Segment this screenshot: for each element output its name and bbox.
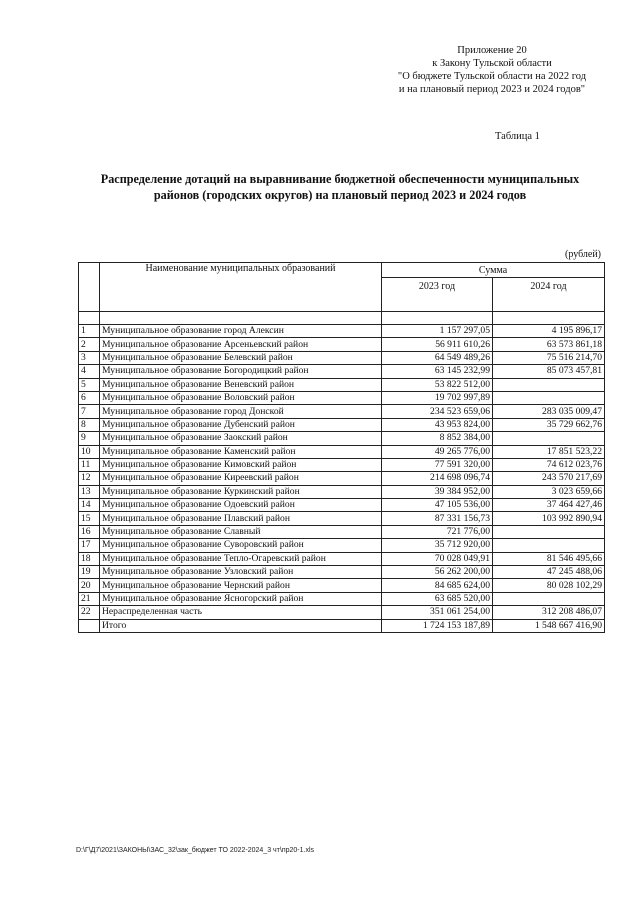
row-number: 21 <box>79 592 100 605</box>
table-row <box>79 606 605 619</box>
row-name: Муниципальное образование Ясногорский район <box>100 592 382 605</box>
table-row <box>79 566 605 579</box>
row-number: 18 <box>79 552 100 565</box>
row-name: Муниципальное образование Плавский район <box>100 512 382 525</box>
row-value-2023: 47 105 536,00 <box>382 499 493 512</box>
total-value-2023: 1 724 153 187,89 <box>382 619 493 632</box>
table-row <box>79 432 605 445</box>
row-value-2023: 234 523 659,06 <box>382 405 493 418</box>
annex-header <box>372 44 612 96</box>
row-name: Муниципальное образование Суворовский район <box>100 539 382 552</box>
row-value-2024: 81 546 495,66 <box>493 552 605 565</box>
row-number: 9 <box>79 432 100 445</box>
header-2024: 2024 год <box>493 278 605 312</box>
row-number: 12 <box>79 472 100 485</box>
row-value-2023: 63 685 520,00 <box>382 592 493 605</box>
annex-line-1: Приложение 20 <box>457 45 527 56</box>
table-row <box>79 445 605 458</box>
header-sum: Сумма <box>382 263 605 278</box>
table-row <box>79 539 605 552</box>
row-number: 1 <box>79 325 100 338</box>
table-row <box>79 485 605 498</box>
row-value-2023: 351 061 254,00 <box>382 606 493 619</box>
row-value-2024: 63 573 861,18 <box>493 338 605 351</box>
header-spacer-row <box>79 312 605 325</box>
row-value-2024: 3 023 659,66 <box>493 485 605 498</box>
annex-line-4: и на плановый период 2023 и 2024 годов" <box>398 84 586 95</box>
row-number: 17 <box>79 539 100 552</box>
table-row <box>79 499 605 512</box>
row-name: Муниципальное образование город Алексин <box>100 325 382 338</box>
table-body <box>79 325 605 633</box>
row-name: Муниципальное образование Белевский район <box>100 351 382 364</box>
row-name: Муниципальное образование Куркинский район <box>100 485 382 498</box>
row-value-2023: 43 953 824,00 <box>382 418 493 431</box>
row-number: 2 <box>79 338 100 351</box>
table-row <box>79 525 605 538</box>
row-name: Муниципальное образование Дубенский район <box>100 418 382 431</box>
row-number: 20 <box>79 579 100 592</box>
row-value-2024: 85 073 457,81 <box>493 365 605 378</box>
row-name: Муниципальное образование Славный <box>100 525 382 538</box>
row-name: Муниципальное образование Узловский район <box>100 566 382 579</box>
row-number: 19 <box>79 566 100 579</box>
row-value-2023: 8 852 384,00 <box>382 432 493 445</box>
title-line-2: районов (городских округов) на плановый период 2023 и 2024 годов <box>153 188 527 202</box>
row-value-2023: 64 549 489,26 <box>382 351 493 364</box>
table-row <box>79 338 605 351</box>
row-number: 16 <box>79 525 100 538</box>
row-name: Муниципальное образование Воловский район <box>100 391 382 404</box>
total-value-2024: 1 548 667 416,90 <box>493 619 605 632</box>
row-name: Муниципальное образование Киреевский район <box>100 472 382 485</box>
row-number: 10 <box>79 445 100 458</box>
row-value-2024 <box>493 539 605 552</box>
row-value-2024: 74 612 023,76 <box>493 458 605 471</box>
row-value-2023: 214 698 096,74 <box>382 472 493 485</box>
row-value-2024 <box>493 525 605 538</box>
row-value-2023: 1 157 297,05 <box>382 325 493 338</box>
table-row <box>79 579 605 592</box>
row-value-2024: 47 245 488,06 <box>493 566 605 579</box>
header-name: Наименование муниципальных образований <box>100 263 382 312</box>
row-name: Муниципальное образование Арсеньевский район <box>100 338 382 351</box>
row-name: Муниципальное образование Одоевский район <box>100 499 382 512</box>
table-row <box>79 418 605 431</box>
table-row <box>79 351 605 364</box>
row-value-2023: 56 262 200,00 <box>382 566 493 579</box>
row-number: 6 <box>79 391 100 404</box>
row-name: Муниципальное образование Чернский район <box>100 579 382 592</box>
row-number: 13 <box>79 485 100 498</box>
row-value-2024 <box>493 432 605 445</box>
header-number <box>79 263 100 312</box>
row-number: 4 <box>79 365 100 378</box>
row-value-2023: 77 591 320,00 <box>382 458 493 471</box>
row-value-2023: 35 712 920,00 <box>382 539 493 552</box>
row-value-2024: 4 195 896,17 <box>493 325 605 338</box>
table-row <box>79 592 605 605</box>
row-value-2024: 103 992 890,94 <box>493 512 605 525</box>
table-total-row <box>79 619 605 632</box>
row-number: 15 <box>79 512 100 525</box>
row-number: 3 <box>79 351 100 364</box>
table-row <box>79 512 605 525</box>
table-row <box>79 325 605 338</box>
title-line-1: Распределение дотаций на выравнивание бюджетной обеспеченности муниципальных <box>100 172 580 186</box>
row-name: Нераспределенная часть <box>100 606 382 619</box>
row-value-2024: 75 516 214,70 <box>493 351 605 364</box>
annex-line-3: "О бюджете Тульской области на 2022 год <box>397 71 587 82</box>
row-value-2023: 84 685 624,00 <box>382 579 493 592</box>
row-value-2024: 283 035 009,47 <box>493 405 605 418</box>
row-value-2023: 53 822 512,00 <box>382 378 493 391</box>
row-value-2024: 37 464 427,46 <box>493 499 605 512</box>
row-value-2023: 63 145 232,99 <box>382 365 493 378</box>
row-name: Муниципальное образование город Донской <box>100 405 382 418</box>
row-value-2023: 70 028 049,91 <box>382 552 493 565</box>
row-value-2024 <box>493 592 605 605</box>
table-row <box>79 391 605 404</box>
header-2023: 2023 год <box>382 278 493 312</box>
row-name: Муниципальное образование Каменский район <box>100 445 382 458</box>
table-row <box>79 365 605 378</box>
row-value-2024: 17 851 523,22 <box>493 445 605 458</box>
file-path-footer: D:\Г\Д7\2021\ЗАКОНЫ\ЗАС_32\зак_бюджет ТО 2022-2024_3 чт\пр20-1.xls <box>76 847 315 854</box>
table-row <box>79 472 605 485</box>
row-name: Муниципальное образование Заокский район <box>100 432 382 445</box>
row-value-2024: 243 570 217,69 <box>493 472 605 485</box>
row-value-2024 <box>493 378 605 391</box>
annex-line-2: к Закону Тульской области <box>432 58 552 69</box>
table-row <box>79 405 605 418</box>
row-number: 11 <box>79 458 100 471</box>
row-name: Муниципальное образование Кимовский район <box>100 458 382 471</box>
unit-label: (рублей) <box>565 249 602 260</box>
row-value-2024: 35 729 662,76 <box>493 418 605 431</box>
row-number: 14 <box>79 499 100 512</box>
row-number: 7 <box>79 405 100 418</box>
document-title <box>60 171 620 203</box>
row-value-2023: 721 776,00 <box>382 525 493 538</box>
subsidy-table <box>78 262 605 633</box>
row-value-2024 <box>493 391 605 404</box>
row-name: Муниципальное образование Тепло-Огаревский район <box>100 552 382 565</box>
row-number: 22 <box>79 606 100 619</box>
row-value-2023: 39 384 952,00 <box>382 485 493 498</box>
total-name: Итого <box>100 619 382 632</box>
table-label: Таблица 1 <box>495 131 540 142</box>
row-value-2023: 87 331 156,73 <box>382 512 493 525</box>
row-number: 5 <box>79 378 100 391</box>
row-value-2024: 312 208 486,07 <box>493 606 605 619</box>
row-name: Муниципальное образование Веневский район <box>100 378 382 391</box>
row-number: 8 <box>79 418 100 431</box>
table-row <box>79 378 605 391</box>
row-value-2023: 56 911 610,26 <box>382 338 493 351</box>
row-value-2023: 49 265 776,00 <box>382 445 493 458</box>
table-row <box>79 552 605 565</box>
row-value-2024: 80 028 102,29 <box>493 579 605 592</box>
row-name: Муниципальное образование Богородицкий район <box>100 365 382 378</box>
table-row <box>79 458 605 471</box>
row-value-2023: 19 702 997,89 <box>382 391 493 404</box>
total-number <box>79 619 100 632</box>
